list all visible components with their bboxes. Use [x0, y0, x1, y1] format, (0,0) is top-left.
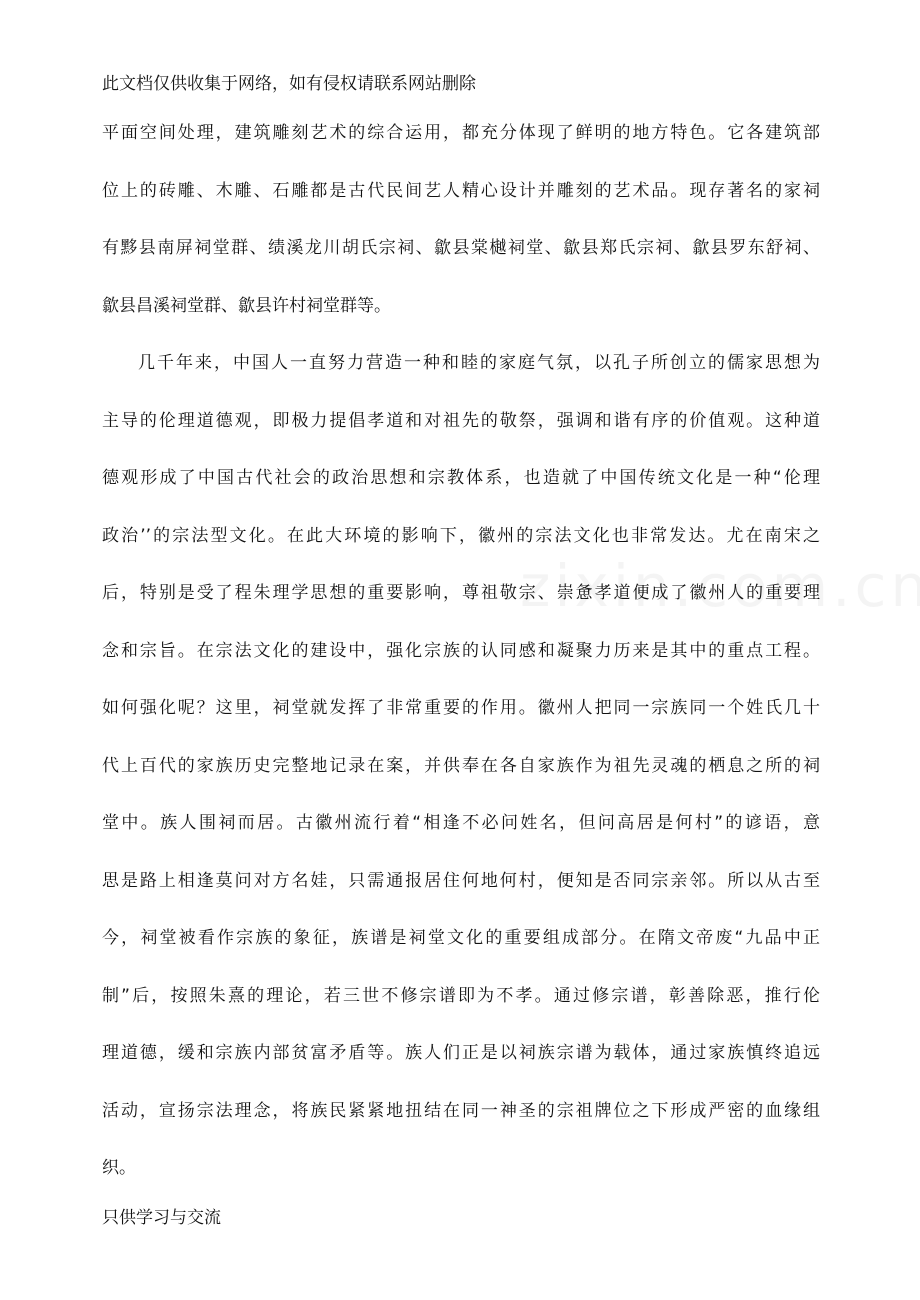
text-line: 织。 — [102, 1158, 136, 1178]
text-line: 有黟县南屏祠堂群、绩溪龙川胡氏宗祠、歙县棠樾祠堂、歙县郑氏宗祠、歙县罗东舒祠、 — [102, 238, 820, 258]
text-line: 代上百代的家族历史完整地记录在案，并供奉在各自家族作为祖先灵魂的栖息之所的祠 — [102, 755, 820, 776]
text-line: 制”后，按照朱熹的理论，若三世不修宗谱即为不孝。通过修宗谱，彰善除恶，推行伦 — [102, 985, 820, 1006]
text-line: 歙县昌溪祠堂群、歙县许村祠堂群等。 — [102, 295, 391, 316]
text-line: 主导的伦理道德观，即极力提倡孝道和对祖先的敬祭，强调和谐有序的价值观。这种道 — [102, 410, 820, 431]
text-line: 政治’’的宗法型文化。在此大环境的影响下，徽州的宗法文化也非常发达。尤在南宋之 — [102, 525, 820, 546]
text-line: 平面空间处理，建筑雕刻艺术的综合运用，都充分体现了鲜明的地方特色。它各建筑部 — [102, 123, 820, 143]
text-line: 思是路上相逢莫问对方名娃，只需通报居住何地何村，便知是否同宗亲邻。所以从古至 — [102, 870, 820, 891]
footer-note: 只供学习与交流 — [102, 1208, 221, 1228]
text-line: 堂中。族人围祠而居。古徽州流行着“相逢不必问姓名，但问高居是何村”的谚语，意 — [102, 813, 820, 833]
body-text — [102, 113, 820, 1206]
text-line: 后，特别是受了程朱理学思想的重要影响，尊祖敬宗、崇惫孝道便成了徽州人的重要理 — [102, 583, 820, 603]
text-line: 念和宗旨。在宗法文化的建设中，强化宗族的认同感和凝聚力历来是其中的重点工程。 — [102, 640, 820, 661]
text-line: 几千年来，中国人一直努力营造一种和睦的家庭气氛，以孔子所创立的儒家思想为 — [138, 353, 820, 373]
text-line: 今，祠堂被看作宗族的象征，族谱是祠堂文化的重要组成部分。在隋文帝废“九品中正 — [102, 928, 820, 948]
text-line: 活动，宣扬宗法理念，将族民紧紧地扭结在同一神圣的宗祖牌位之下形成严密的血缘组 — [102, 1100, 820, 1121]
text-line: 如何强化呢？这里，祠堂就发挥了非常重要的作用。徽州人把同一宗族同一个姓氏几十 — [102, 698, 820, 718]
text-line: 理道德，缓和宗族内部贫富矛盾等。族人们正是以祠族宗谱为载体，通过家族慎终追远 — [102, 1043, 820, 1063]
text-line: 德观形成了中国古代社会的政治思想和宗教体系，也造就了中国传统文化是一种“伦理 — [102, 468, 820, 488]
text-line: 位上的砖雕、木雕、石雕都是古代民间艺人精心设计并雕刻的艺术品。现存著名的家祠 — [102, 180, 820, 201]
header-note: 此文档仅供收集于网络，如有侵权请联系网站删除 — [102, 74, 476, 94]
